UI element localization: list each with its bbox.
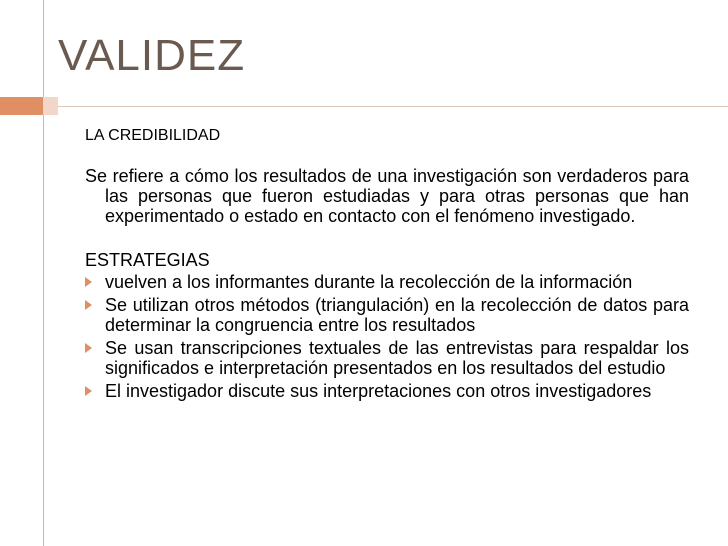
arrow-bullet-icon (85, 343, 92, 353)
list-item-text: Se usan transcripciones textuales de las entrevistas para respaldar los significados e interpretación presentados en los resultados del estudio (105, 338, 689, 378)
strategy-list (85, 272, 689, 401)
list-item-text: vuelven a los informantes durante la recolección de la información (105, 272, 633, 292)
subheading: LA CREDIBILIDAD (85, 127, 221, 144)
section-label: ESTRATEGIAS (85, 250, 210, 270)
list-item (85, 295, 689, 335)
arrow-bullet-icon (85, 386, 92, 396)
accent-bar-light (43, 97, 58, 115)
list-item (85, 272, 689, 292)
definition-paragraph: Se refiere a cómo los resultados de una investigación son verdaderos para las personas que fueron estudiadas y para otras personas que han experimentado o estado en contacto con el fenómeno investigado. (85, 166, 689, 226)
list-item-text: Se utilizan otros métodos (triangulación) en la recolección de datos para determinar la congruencia entre los resultados (105, 295, 689, 335)
list-item (85, 381, 689, 401)
vertical-rule (43, 0, 44, 546)
slide-content (85, 126, 689, 404)
list-item (85, 338, 689, 378)
title-underline (58, 106, 728, 107)
accent-bar (0, 97, 43, 115)
list-item-text: El investigador discute sus interpretaciones con otros investigadores (105, 381, 652, 401)
slide-title: VALIDEZ (58, 31, 246, 80)
arrow-bullet-icon (85, 277, 92, 287)
arrow-bullet-icon (85, 300, 92, 310)
